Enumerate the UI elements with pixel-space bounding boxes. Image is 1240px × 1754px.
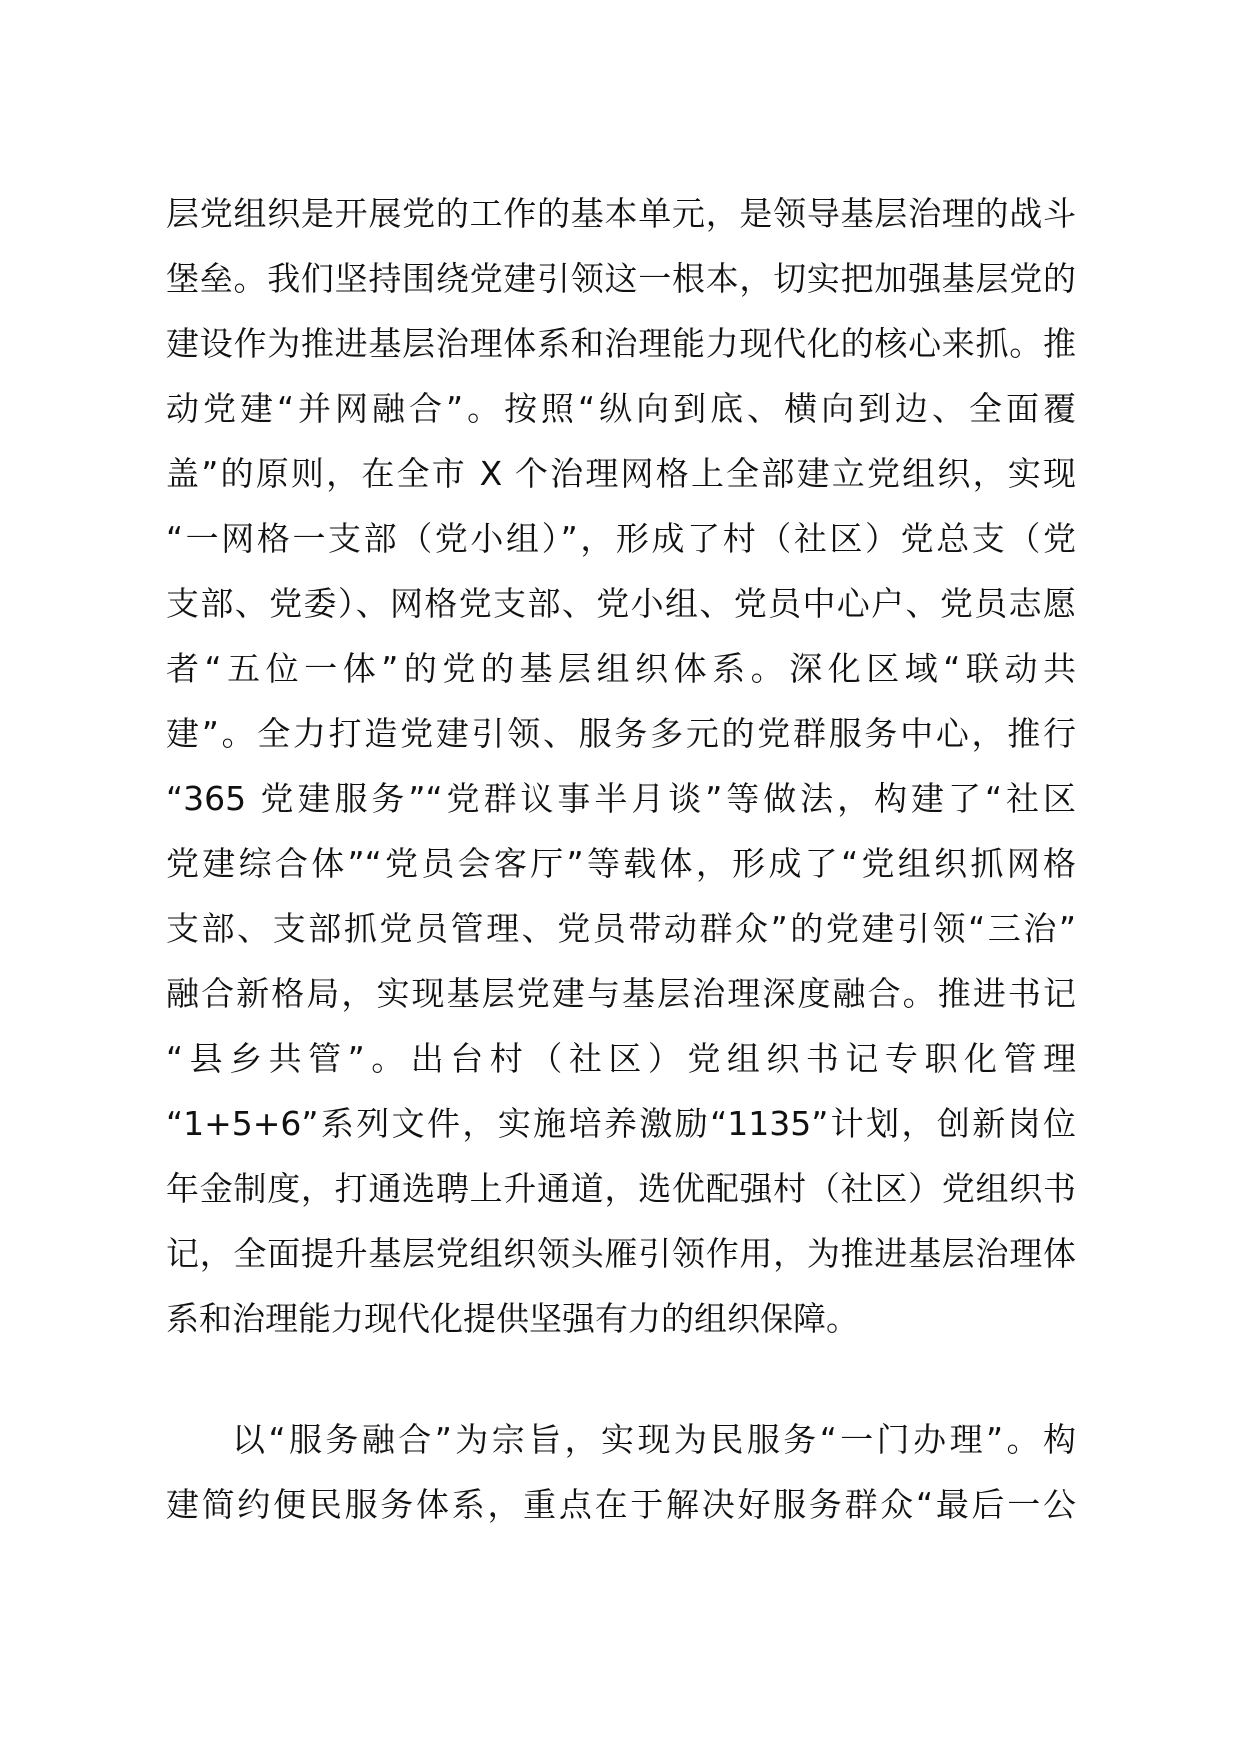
text-line: 支部、党委）、网格党支部、党小组、党员中心户、党员志愿 xyxy=(166,584,1076,623)
text-line: 盖”的原则，在全市 X 个治理网格上全部建立党组织，实现 xyxy=(166,454,1076,493)
text-line: 年金制度，打通选聘上升通道，选优配强村（社区）党组织书 xyxy=(166,1169,1076,1208)
text-line: 建简约便民服务体系，重点在于解决好服务群众“最后一公 xyxy=(166,1485,1076,1524)
text-line: 支部、支部抓党员管理、党员带动群众”的党建引领“三治” xyxy=(166,909,1076,948)
text-line: 者“五位一体”的党的基层组织体系。深化区域“联动共 xyxy=(166,649,1076,688)
text-line: 系和治理能力现代化提供坚强有力的组织保障。 xyxy=(166,1299,859,1338)
text-line: 以“服务融合”为宗旨，实现为民服务“一门办理”。构 xyxy=(232,1420,1076,1459)
text-line: 动党建“并网融合”。按照“纵向到底、横向到边、全面覆 xyxy=(166,389,1076,428)
text-line: 建设作为推进基层治理体系和治理能力现代化的核心来抓。推 xyxy=(166,324,1076,363)
text-line: “1+5+6”系列文件，实施培养激励“1135”计划，创新岗位 xyxy=(166,1104,1076,1143)
text-line: 记，全面提升基层党组织领头雁引领作用，为推进基层治理体 xyxy=(166,1234,1076,1273)
text-line: “一网格一支部（党小组）”，形成了村（社区）党总支（党 xyxy=(166,519,1076,558)
text-line: “365 党建服务”“党群议事半月谈”等做法，构建了“社区 xyxy=(166,779,1076,818)
text-line: “县乡共管”。出台村（社区）党组织书记专职化管理 xyxy=(166,1039,1076,1078)
text-line: 党建综合体”“党员会客厅”等载体，形成了“党组织抓网格 xyxy=(166,844,1076,883)
paragraph-1 xyxy=(166,181,1076,1351)
text-line: 建”。全力打造党建引领、服务多元的党群服务中心，推行 xyxy=(166,714,1076,753)
text-line: 堡垒。我们坚持围绕党建引领这一根本，切实把加强基层党的 xyxy=(166,259,1076,298)
text-line: 层党组织是开展党的工作的基本单元，是领导基层治理的战斗 xyxy=(166,194,1076,233)
text-line: 融合新格局，实现基层党建与基层治理深度融合。推进书记 xyxy=(166,974,1076,1013)
paragraph-2 xyxy=(166,1407,1076,1537)
